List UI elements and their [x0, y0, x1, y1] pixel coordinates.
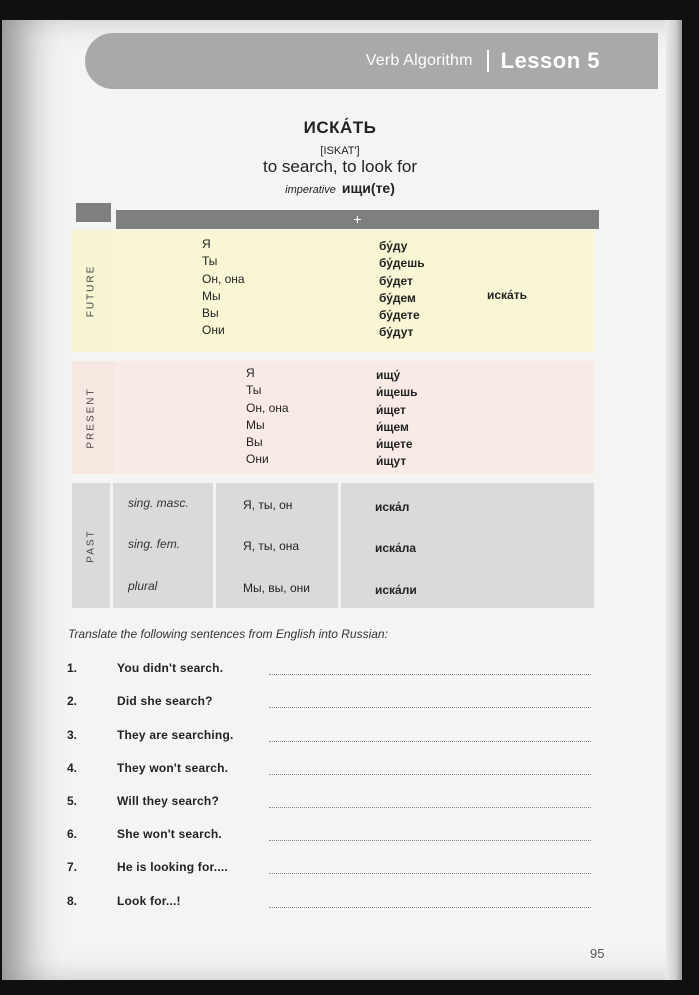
present-pronouns [246, 365, 289, 469]
exercise-number: 5. [67, 794, 78, 808]
exercise-sentence: Will they search? [117, 794, 219, 808]
exercise-sentence: Did she search? [117, 694, 213, 708]
future-form: бу́дут [379, 325, 414, 340]
exercise-number: 1. [67, 661, 78, 675]
exercise-number: 2. [67, 694, 78, 708]
exercise-item [67, 694, 597, 714]
past-label: PAST [85, 528, 97, 563]
past-row-pronouns: Я, ты, он [243, 498, 293, 512]
page-number: 95 [590, 946, 605, 961]
present-label-col [72, 361, 110, 474]
present-form: и́щете [376, 437, 413, 452]
future-form: бу́дем [379, 290, 416, 305]
header-divider [487, 50, 489, 72]
present-forms [376, 367, 418, 471]
future-section [72, 230, 594, 352]
verb-meaning: to search, to look for [262, 157, 418, 176]
future-pronoun: Они [202, 323, 225, 338]
answer-line[interactable] [269, 707, 591, 708]
exercise-item [67, 827, 597, 847]
answer-line[interactable] [269, 840, 591, 841]
exercise-number: 7. [67, 860, 78, 874]
future-label: FUTURE [85, 264, 97, 318]
present-pronoun: Они [246, 452, 269, 467]
past-row-label: sing. fem. [128, 537, 181, 551]
past-label-col [72, 483, 110, 608]
future-pronoun: Мы [202, 288, 221, 303]
future-pronoun: Я [202, 237, 211, 251]
past-row-form: иска́ли [375, 583, 417, 597]
exercise-sentence: They are searching. [117, 728, 234, 742]
exercise-item [67, 794, 597, 814]
present-body [114, 361, 594, 474]
present-pronoun: Ты [246, 383, 262, 398]
table-corner-tab [76, 203, 111, 222]
present-form: и́щут [376, 454, 407, 469]
present-pronoun: Вы [246, 435, 263, 450]
exercise-sentence: She won't search. [117, 827, 222, 841]
verb-title: ИСКА́ТЬ [303, 118, 377, 137]
verb-transliteration: [ISKAT'] [320, 145, 360, 157]
future-pronoun: Ты [202, 254, 218, 269]
past-row-label: plural [128, 579, 158, 593]
imperative-form: ищи(те) [341, 180, 395, 196]
exercise-instruction: Translate the following sentences from English into Russian: [68, 627, 388, 641]
future-form: бу́дет [379, 273, 413, 288]
future-pronoun: Он, она [202, 271, 245, 286]
imperative-label: imperative [285, 184, 336, 196]
exercise-sentence: You didn't search. [117, 661, 224, 675]
present-form: и́щем [376, 419, 409, 434]
answer-line[interactable] [269, 807, 591, 808]
exercise-number: 6. [67, 827, 78, 841]
lesson-label: Lesson 5 [500, 48, 600, 73]
exercise-number: 8. [67, 894, 78, 908]
present-label: PRESENT [85, 386, 97, 449]
present-form: и́щешь [376, 385, 418, 400]
exercise-item [67, 761, 597, 781]
future-label-col [72, 230, 110, 352]
exercise-item [67, 661, 597, 681]
answer-line[interactable] [269, 674, 591, 675]
future-form: бу́дете [379, 308, 420, 323]
verb-imperative [0, 180, 680, 196]
exercise-item [67, 860, 597, 880]
past-row-pronouns: Я, ты, она [243, 539, 300, 553]
past-row-pronouns: Мы, вы, они [243, 581, 310, 595]
past-row-form: иска́л [375, 500, 410, 514]
exercise-sentence: He is looking for.... [117, 860, 228, 874]
past-section [72, 483, 594, 608]
section-label: Verb Algorithm [365, 52, 473, 69]
future-pronouns [202, 236, 245, 340]
lesson-header [85, 33, 658, 89]
future-forms [379, 238, 425, 342]
answer-line[interactable] [269, 741, 591, 742]
exercise-number: 4. [67, 761, 78, 775]
present-section [72, 361, 594, 474]
answer-line[interactable] [269, 873, 591, 874]
answer-line[interactable] [269, 774, 591, 775]
exercise-item [67, 728, 597, 748]
present-pronoun: Он, она [246, 400, 289, 415]
exercise-item [67, 894, 597, 914]
past-row-form: иска́ла [375, 541, 417, 555]
future-pronoun: Вы [202, 306, 219, 321]
exercise-sentence: They won't search. [117, 761, 229, 775]
present-form: ищу́ [376, 368, 401, 382]
past-row-label: sing. masc. [128, 496, 189, 510]
future-form: бу́ду [379, 239, 408, 253]
exercise-sentence: Look for...! [117, 894, 181, 908]
present-form: и́щет [376, 402, 406, 417]
exercise-number: 3. [67, 728, 78, 742]
present-pronoun: Мы [246, 417, 265, 432]
answer-line[interactable] [269, 907, 591, 908]
future-infinitive: иска́ть [487, 288, 527, 302]
future-form: бу́дешь [379, 256, 425, 271]
table-header-plus: + [116, 210, 599, 229]
present-pronoun: Я [246, 366, 255, 380]
